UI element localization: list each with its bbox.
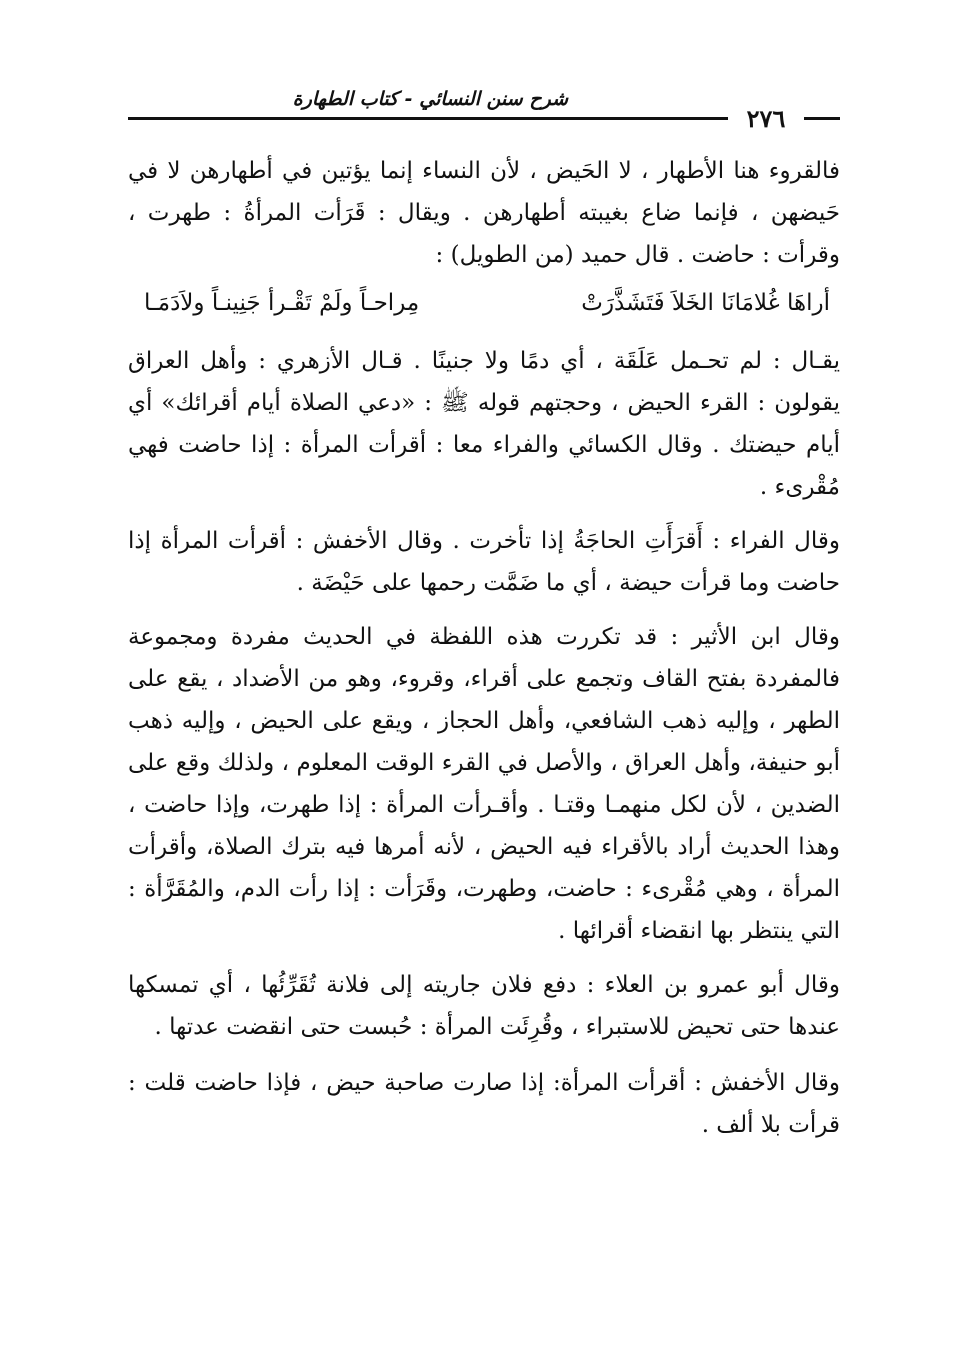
header-rule-left	[128, 117, 728, 120]
paragraph: وقال الفراء : أَقرَأَتِ الحاجَةُ إذا تأخرت . وقال الأخفش : أقرأت المرأة إذا حاضت وما قرأت حيضة ، أي ما ضَمَّت رحمها على حَيْضَة .	[128, 528, 840, 596]
page-body	[128, 150, 840, 1146]
page-number: ٢٧٦	[746, 104, 786, 133]
page-header	[128, 84, 840, 138]
paragraph: وقال الأخفش : أقرأت المرأة: إذا صارت صاحبة حيض ، فإذا حاضت قلت : قرأت بلا ألف .	[128, 1070, 840, 1138]
poetry-verse	[128, 276, 840, 340]
running-title: شرح سنن النسائي - كتاب الطهارة	[292, 88, 568, 110]
paragraph: فالقروء هنا الأطهار ، لا الحَيض ، لأن النساء إنما يؤتين في أطهارهن لا في حَيضهن ، فإنما ضاع بغيبته أطهارهن . ويقال : قَرَأت المرأةُ : طهرت ، وقرأت : حاضت . قال حميد (من الطويل) :	[128, 158, 840, 268]
verse-first-hemistich: أراهَا غُلامَانَا الخَلاَ فَتَشَذَّرَتْ	[581, 290, 830, 316]
paragraph: وقال أبو عمرو بن العلاء : دفع فلان جاريته إلى فلانة تُقَرِّئُها ، أي تمسكها عندها حتى تحيض للاستبراء ، وقُرِئَت المرأة : حُبست حتى انقضت عدتها .	[128, 972, 840, 1040]
paragraph: يقـال : لم تحـمل عَلَقَة ، أي دمًا ولا جنينًا . قـال الأزهري : وأهل العراق يقولون : القرء الحيض ، وحجتهم قوله ﷺ : «دعي الصلاة أيام أقرائك» أي أيام حيضتك . وقال الكسائي والفراء معا : أقرأت المرأة : إذا حاضت فهي مُقْرىء .	[128, 348, 840, 500]
paragraph: وقال ابن الأثير : قد تكررت هذه اللفظة في الحديث مفردة ومجموعة فالمفردة بفتح القاف وتجمع على أقراء، وقروء، وهو من الأضداد ، يقع على الطهر ، وإليه ذهب الشافعي، وأهل الحجاز ، ويقع على الحيض ، وإليه ذهب أبو حنيفة، وأهل العراق ، والأصل في القرء الوقت المعلوم ، ولذلك وقع على الضدين ، لأن لكل منهمـا وقتـا . وأقـرأت المرأة : إذا طهرت، وإذا حاضت ، وهذا الحديث أراد بالأقراء فيه الحيض ، لأنه أمرها فيه بترك الصلاة، وأقرأت المرأة ، وهي مُقْرىء : حاضت، وطهرت، وقَرَأت : إذا رأت الدم، والمُقَرَّأة : التي ينتظر بها انقضاء أقرائها .	[128, 624, 840, 944]
header-rule-right	[804, 117, 840, 120]
verse-second-hemistich: مِراحـاً ولَمْ تَقْـرأ جَنِينـاً ولاَدَمَـا	[144, 290, 420, 316]
